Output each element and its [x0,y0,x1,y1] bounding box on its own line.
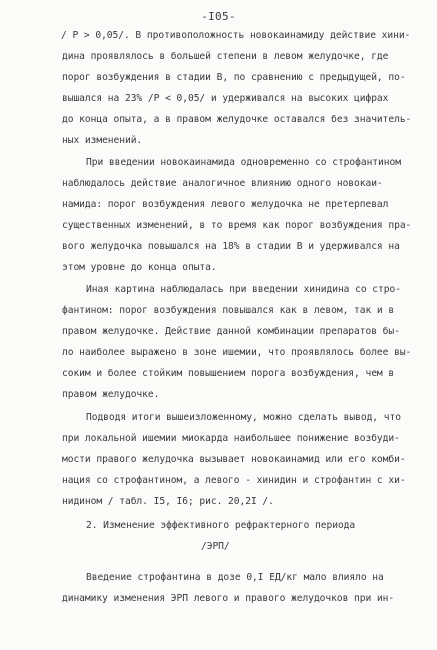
text-line: мости правого желудочка вызывает новокаинамид или его комби- [62,454,406,465]
text-line: правом желудочке. [62,389,160,400]
text-line: дина проявлялось в большей степени в левом желудочке, где [62,51,389,62]
text-line: динамику изменения ЭРП левого и правого желудочков при ин- [62,593,395,604]
text-line: Введение строфантина в дозе 0,I ЕД/кг мало влияло на [86,572,384,583]
text-line: нидином / табл. I5, I6; рис. 20,2I /. [62,496,274,507]
page-number: -I05- [201,10,236,23]
text-line: при локальной ишемии миокарда наибольшее понижение возбуди- [62,433,400,444]
text-line: порог возбуждения в стадии В, по сравнению с предыдущей, по- [62,72,406,83]
text-line: вого желудочка повышался на 18% в стадии В и удерживался на [62,241,400,252]
text-line: фантином: порог возбуждения повышался как в левом, так и в [62,305,395,316]
text-line: наблюдалось действие аналогичное влиянию одного новокаи- [62,178,383,189]
text-line: этом уровне до конца опыта. [62,262,217,273]
text-line: до конца опыта, а в правом желудочке оставался без значитель- [62,114,412,125]
text-line: намида: порог возбуждения левого желудочка не претерпевал [62,199,389,210]
text-line: Иная картина наблюдалась при введении хинидина со стро- [86,284,401,295]
section-heading: 2. Изменение эффективного рефрактерного периода [86,520,356,531]
text-line: правом желудочке. Действие данной комбинации препаратов бы- [62,326,400,337]
text-line: ло наиболее выражено в зоне ишемии, что проявлялось более вы- [62,347,412,358]
text-line: нация со строфантином, а левого - хинидин и строфантин с хи- [62,475,406,486]
section-heading-abbrev: /ЭРП/ [201,541,230,552]
text-line: вышался на 23% /P < 0,05/ и удерживался на высоких цифрах [62,93,389,104]
text-line: Подводя итоги вышеизложенному, можно сделать вывод, что [86,412,401,423]
text-line: соким и более стойким повышением порога возбуждения, чем в [62,368,395,379]
text-line: существенных изменений, в то время как порог возбуждения пра- [62,220,412,231]
text-line: ных изменений. [62,135,143,146]
text-line: / P > 0,05/. В противоположность новокаинамиду действие хини- [61,30,411,41]
text-line: При введении новокаинамида одновременно со строфантином [86,157,401,168]
